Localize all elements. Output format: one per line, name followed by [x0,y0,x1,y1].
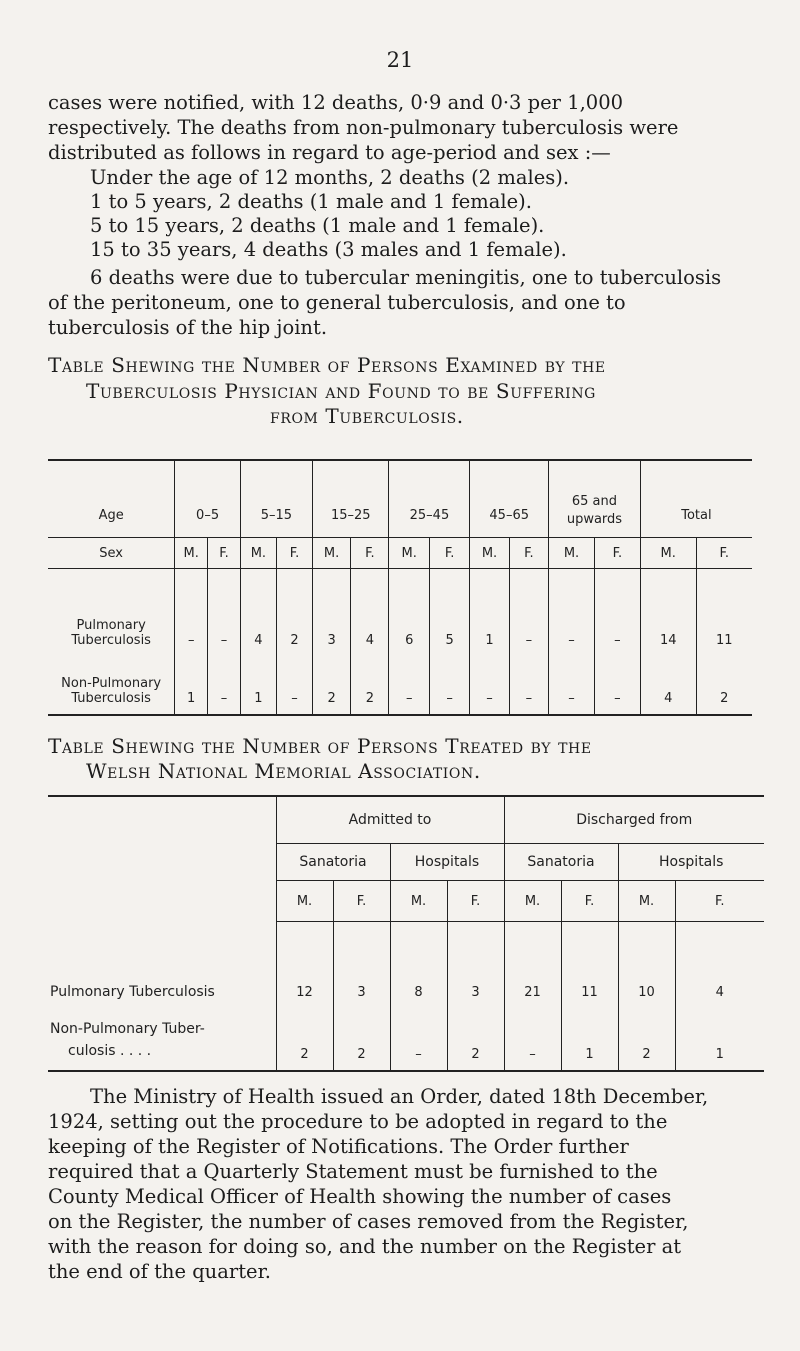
closing-line: required that a Quarterly Statement must be furnished to the [48,1160,658,1183]
sex-col: F. [594,538,640,569]
table-row [48,922,764,1007]
table-cell: 3 [333,922,390,1007]
table-header-row [48,460,752,538]
sex-col: M. [504,881,561,922]
sex-label: Sex [48,538,175,569]
age-period-list [90,166,569,262]
table-cell: – [390,1006,447,1071]
deaths-line: 6 deaths were due to tubercular meningitis, one to tuberculosis [90,266,722,289]
row-label-line: Non-Pulmonary Tuber- [50,1021,205,1037]
closing-line: keeping of the Register of Notifications. The Order further [48,1135,629,1158]
group-header: Discharged from [504,796,764,844]
sex-col: M. [276,881,333,922]
row-label [48,569,175,655]
table-cell: 2 [351,654,389,715]
row-label-line: Pulmonary [76,618,146,633]
table-cell: – [208,654,241,715]
age-group-header: 5–15 [240,460,312,538]
age-group-header: 0–5 [175,460,241,538]
sex-col: M. [549,538,595,569]
deaths-line: tuberculosis of the hip joint. [48,316,328,339]
table-cell: 1 [715,1047,724,1062]
table-cell: – [509,654,548,715]
table-cell: – [276,654,312,715]
table-cell: 21 [504,922,561,1007]
age-group-header: 25–45 [389,460,470,538]
table1-heading-line: Tuberculosis Physician and Found to be Suffering [86,379,596,403]
closing-line: the end of the quarter. [48,1260,271,1283]
table1-heading-line: from Tuberculosis. [270,404,464,428]
table2-heading-line: Welsh National Memorial Association. [86,759,481,783]
row-label-line: Non-Pulmonary [61,676,162,691]
table-cell: 2 [447,1006,504,1071]
table-cell: 12 [276,922,333,1007]
age-group-header: 15–25 [312,460,389,538]
table-cell: 2 [312,654,350,715]
sex-col: F. [351,538,389,569]
sex-col: F. [561,881,618,922]
table-cell: 1 [561,1006,618,1071]
closing-line: 1924, setting out the procedure to be adopted in regard to the [48,1110,668,1133]
sex-col: F. [429,538,469,569]
table-cell: 2 [720,691,729,706]
table-cell: 3 [447,922,504,1007]
table-cell: 11 [716,633,733,648]
table-cell: – [594,654,640,715]
table-cell: 2 [276,569,312,655]
sex-col: F. [208,538,241,569]
closing-line: The Ministry of Health issued an Order, dated 18th December, [90,1085,709,1108]
table-cell: 2 [333,1006,390,1071]
closing-paragraph [48,1084,754,1284]
table-cell: 8 [390,922,447,1007]
table1-heading-line: Table Shewing the Number of Persons Examined by the [48,353,606,377]
table-cell: 1 [240,654,276,715]
age-group-header: Total [640,460,752,538]
table-cell: 2 [276,1006,333,1071]
row-label-line: culosis . . . . [68,1043,152,1059]
sex-col: M. [618,881,675,922]
table-cell: – [389,654,429,715]
table-cell: 4 [240,569,276,655]
age-label: Age [48,460,175,538]
closing-line: on the Register, the number of cases removed from the Register, [48,1210,689,1233]
row-label [48,654,175,715]
closing-line: with the reason for doing so, and the number on the Register at [48,1235,682,1258]
sex-col: M. [389,538,429,569]
sex-col: F. [675,881,764,922]
sex-col: F. [333,881,390,922]
table-cell: 1 [470,569,509,655]
intro-line: respectively. The deaths from non-pulmonary tuberculosis were [48,116,679,139]
table-cell: 14 [640,569,696,655]
table-cell: 3 [312,569,350,655]
sex-col: F. [276,538,312,569]
table-cell: – [429,654,469,715]
sex-col: M. [312,538,350,569]
table-cell: – [594,569,640,655]
age-group-header: 65 and upwards [549,460,641,538]
table-cell: – [208,569,241,655]
table-cell: 5 [429,569,469,655]
sex-col: M. [240,538,276,569]
row-label-line: Tuberculosis [71,633,151,648]
table2-heading-line: Table Shewing the Number of Persons Treated by the [48,734,592,758]
treated-persons-table [48,795,764,1072]
table-cell: – [504,1006,561,1071]
sex-col: M. [640,538,696,569]
sex-col: F. [509,538,548,569]
row-label [48,1006,276,1071]
table-cell: 4 [715,985,724,1000]
deaths-line: of the peritoneum, one to general tuberculosis, and one to [48,291,626,314]
subgroup-header: Hospitals [390,844,504,881]
table-sex-row [48,538,752,569]
table-cell: – [549,654,595,715]
intro-line: distributed as follows in regard to age-period and sex :— [48,141,611,164]
examined-persons-table [48,459,752,716]
list-item: 1 to 5 years, 2 deaths (1 male and 1 female). [90,190,532,213]
subgroup-header: Hospitals [618,844,764,881]
list-item: 15 to 35 years, 4 deaths (3 males and 1 female). [90,238,567,261]
sex-col: F. [447,881,504,922]
table-cell: 10 [618,922,675,1007]
table-cell: – [175,569,208,655]
group-header: Admitted to [276,796,504,844]
sex-col: M. [390,881,447,922]
table-cell: 1 [175,654,208,715]
table-row [48,1006,764,1071]
intro-line: cases were notified, with 12 deaths, 0·9 and 0·3 per 1,000 [48,91,624,114]
table-cell: 6 [389,569,429,655]
row-label: Pulmonary Tuberculosis [48,922,276,1007]
table-cell: – [549,569,595,655]
age-group-header: 45–65 [470,460,549,538]
table-cell: 2 [618,1006,675,1071]
subgroup-header: Sanatoria [276,844,390,881]
deaths-paragraph [48,265,754,340]
sex-col: M. [470,538,509,569]
list-item: 5 to 15 years, 2 deaths (1 male and 1 female). [90,214,545,237]
sex-col: M. [175,538,208,569]
row-label-line: Tuberculosis [71,691,151,706]
table-row [48,654,752,715]
table-row [48,569,752,655]
list-item: Under the age of 12 months, 2 deaths (2 males). [90,166,570,189]
intro-paragraph [48,90,754,165]
table-header-row [48,796,764,844]
page-number: 21 [386,48,414,72]
table-cell: – [509,569,548,655]
table-cell: 4 [351,569,389,655]
corner-cell [48,796,276,922]
table-cell: 4 [640,654,696,715]
subgroup-header: Sanatoria [504,844,618,881]
table-cell: – [470,654,509,715]
table-cell: 11 [561,922,618,1007]
closing-line: County Medical Officer of Health showing the number of cases [48,1185,672,1208]
sex-col: F. [696,538,752,569]
